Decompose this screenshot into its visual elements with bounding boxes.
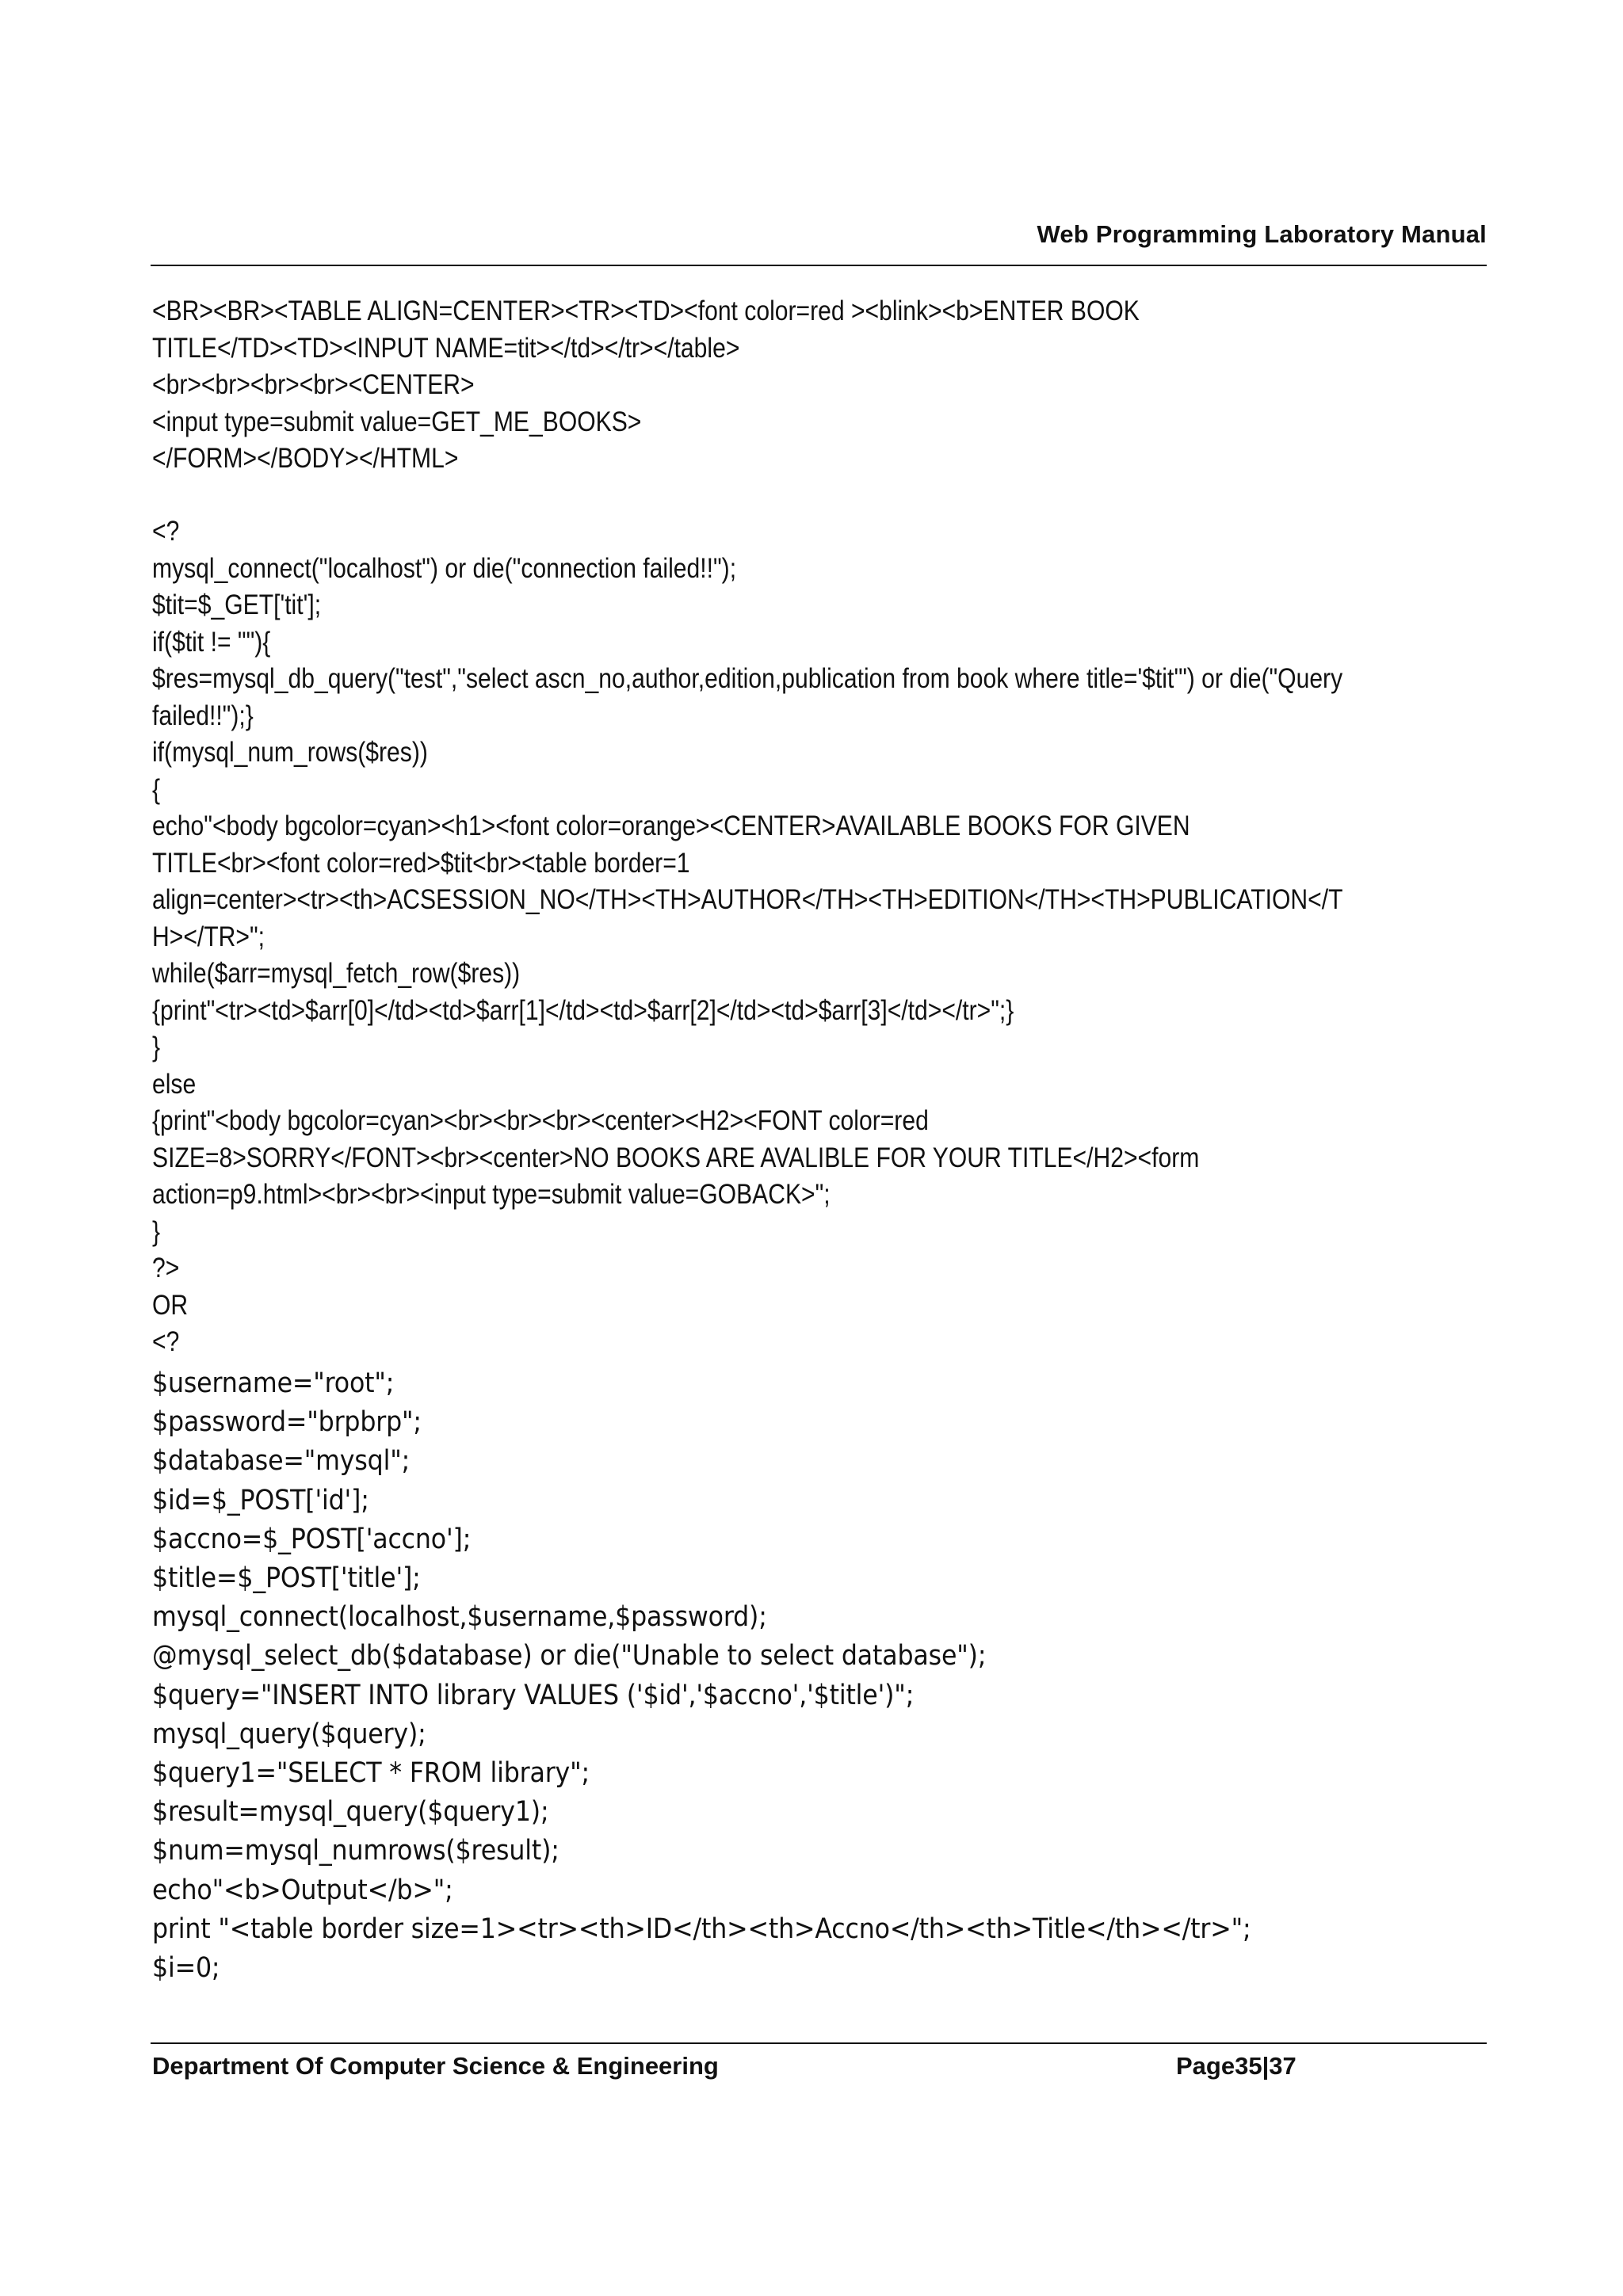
code-line: } xyxy=(152,1032,161,1062)
code-line: echo"<b>Output</b>"; xyxy=(152,1874,453,1906)
code-line: $username="root"; xyxy=(152,1367,395,1399)
code-line: $num=mysql_numrows($result); xyxy=(152,1835,559,1867)
code-line: {print"<tr><td>$arr[0]</td><td>$arr[1]</td><td>$arr[2]</td><td>$arr[3]</td></tr>";} xyxy=(152,994,1014,1026)
code-line: $i=0; xyxy=(152,1952,220,1985)
header-title: Web Programming Laboratory Manual xyxy=(1037,220,1487,248)
code-line: if($tit != ""){ xyxy=(152,626,271,658)
code-line: {print"<body bgcolor=cyan><br><br><br><center><H2><FONT color=red xyxy=(152,1105,929,1136)
code-line: <? xyxy=(152,1326,180,1357)
code-line: $title=$_POST['title']; xyxy=(152,1562,421,1595)
code-line: else xyxy=(152,1068,197,1100)
code-line: OR xyxy=(152,1289,189,1321)
code-line: <? xyxy=(152,516,180,547)
code-line: $query="INSERT INTO library VALUES ('$id','$accno','$title')"; xyxy=(152,1679,915,1711)
code-line: while($arr=mysql_fetch_row($res)) xyxy=(152,958,521,989)
code-line: ?> xyxy=(152,1253,180,1283)
code-line: TITLE<br><font color=red>$tit<br><table border=1 xyxy=(152,847,690,879)
code-line: failed!!");} xyxy=(152,700,254,731)
code-line: $id=$_POST['id']; xyxy=(152,1484,369,1516)
code-line: @mysql_select_db($database) or die("Unable to select database"); xyxy=(152,1640,987,1672)
code-line: $res=mysql_db_query("test","select ascn_no,author,edition,publication from book where title='$tit'") or die("Query xyxy=(152,663,1343,694)
code-line: <BR><BR><TABLE ALIGN=CENTER><TR><TD><font color=red ><blink><b>ENTER BOOK xyxy=(152,296,1140,326)
code-line: SIZE=8>SORRY</FONT><br><center>NO BOOKS ARE AVALIBLE FOR YOUR TITLE</H2><form xyxy=(152,1142,1200,1173)
code-line: print "<table border size=1><tr><th>ID</th><th>Accno</th><th>Title</th></tr>"; xyxy=(152,1913,1251,1945)
code-line: $query1="SELECT * FROM library"; xyxy=(152,1757,590,1790)
code-line: } xyxy=(152,1215,161,1247)
footer-page-number: Page35|37 xyxy=(1176,2052,1296,2080)
code-line: <br><br><br><br><CENTER> xyxy=(152,369,475,400)
code-line: $database="mysql"; xyxy=(152,1445,411,1478)
code-line: if(mysql_num_rows($res)) xyxy=(152,737,428,768)
code-line: $tit=$_GET['tit']; xyxy=(152,589,322,620)
code-line: $accno=$_POST['accno']; xyxy=(152,1523,472,1555)
code-block-php-book-search xyxy=(152,513,1491,1361)
header-divider xyxy=(151,265,1487,266)
code-line: echo"<body bgcolor=cyan><h1><font color=orange><CENTER>AVAILABLE BOOKS FOR GIVEN xyxy=(152,810,1190,841)
code-line: mysql_connect("localhost") or die("connection failed!!"); xyxy=(152,552,737,584)
code-block-php-library-insert xyxy=(152,1364,1491,1988)
footer-department: Department Of Computer Science & Engineering xyxy=(152,2052,719,2080)
code-line: H></TR>"; xyxy=(152,921,265,952)
code-line: $password="brpbrp"; xyxy=(152,1406,422,1439)
code-line: mysql_query($query); xyxy=(152,1718,426,1750)
footer-divider xyxy=(151,2042,1487,2044)
code-line: { xyxy=(152,773,161,805)
code-line: action=p9.html><br><br><input type=submit value=GOBACK>"; xyxy=(152,1179,831,1210)
code-line: align=center><tr><th>ACSESSION_NO</TH><TH>AUTHOR</TH><TH>EDITION</TH><TH>PUBLICATION</T xyxy=(152,884,1343,915)
code-line: mysql_connect(localhost,$username,$password); xyxy=(152,1601,767,1634)
code-line: <input type=submit value=GET_ME_BOOKS> xyxy=(152,406,642,437)
code-line: TITLE</TD><TD><INPUT NAME=tit></td></tr></table> xyxy=(152,332,740,364)
code-block-html-form xyxy=(152,293,1491,478)
code-line: </FORM></BODY></HTML> xyxy=(152,443,459,474)
code-line: $result=mysql_query($query1); xyxy=(152,1796,549,1829)
